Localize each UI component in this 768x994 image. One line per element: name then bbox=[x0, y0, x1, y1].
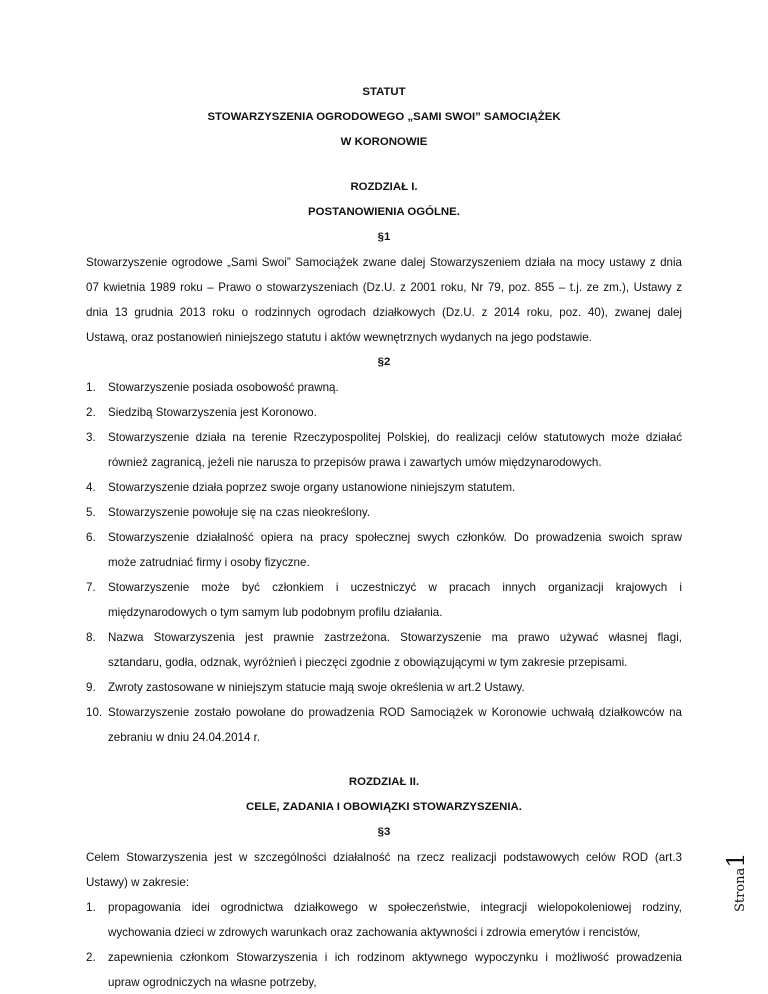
paragraph-1-line: dnia 13 grudnia 2013 roku o rodzinnych ogrodach działkowych (Dz.U. z 2014 roku, poz. 40), zwanej dalej bbox=[86, 306, 682, 319]
paragraph-1-line: Stowarzyszenie ogrodowe „Sami Swoi” Samociążek zwane dalej Stowarzyszeniem działa na mocy ustawy z dnia bbox=[86, 256, 682, 269]
paragraph-3-intro-line: Celem Stowarzyszenia jest w szczególności działalność na rzecz realizacji podstawowych celów ROD (art.3 bbox=[86, 851, 682, 864]
list-item-text: również zagranicą, jeżeli nie narusza to przepisów prawa i zawartych umów międzynarodowych. bbox=[108, 456, 602, 469]
list-item-number: 1. bbox=[86, 381, 96, 394]
paragraph-2-sign: §2 bbox=[377, 356, 391, 368]
chapter-1-subtitle: POSTANOWIENIA OGÓLNE. bbox=[308, 206, 460, 218]
paragraph-1-line: Ustawą, oraz postanowień niniejszego statutu i aktów wewnętrznych wydanych na jego podstawie. bbox=[86, 331, 592, 344]
paragraph-1-sign: §1 bbox=[377, 231, 391, 243]
list-item-number: 8. bbox=[86, 631, 96, 644]
list-item-number: 2. bbox=[86, 406, 96, 419]
title-location: W KORONOWIE bbox=[340, 136, 428, 148]
list-item-text: Stowarzyszenie zostało powołane do prowadzenia ROD Samociążek w Koronowie uchwałą działkowców na bbox=[108, 706, 682, 719]
paragraph-3-sign: §3 bbox=[377, 826, 391, 838]
list-item-text: Stowarzyszenie posiada osobowość prawną. bbox=[108, 381, 339, 394]
list-item-text: Stowarzyszenie może być członkiem i uczestniczyć w pracach innych organizacji krajowych i bbox=[108, 581, 682, 594]
title-statut: STATUT bbox=[362, 86, 406, 98]
list-item-text: międzynarodowych o tym samym lub podobnym profilu działania. bbox=[108, 606, 443, 619]
list-item-text: upraw ogrodniczych na własne potrzeby, bbox=[108, 976, 317, 989]
list-item-number: 1. bbox=[86, 901, 96, 914]
title-association-name: STOWARZYSZENIA OGRODOWEGO „SAMI SWOI” SAMOCIĄŻEK bbox=[207, 111, 561, 123]
list-item-text: zebraniu w dniu 24.04.2014 r. bbox=[108, 731, 261, 744]
chapter-2-subtitle: CELE, ZADANIA I OBOWIĄZKI STOWARZYSZENIA. bbox=[246, 801, 522, 813]
list-item-text: wychowania dzieci w zdrowych warunkach oraz zachowania aktywności i zdrowia emerytów i rencistów, bbox=[108, 926, 641, 939]
list-item-text: Nazwa Stowarzyszenia jest prawnie zastrzeżona. Stowarzyszenie ma prawo używać własnej flagi, bbox=[108, 631, 682, 644]
list-item-text: zapewnienia członkom Stowarzyszenia i ich rodzinom aktywnego wypoczynku i możliwość prowadzenia bbox=[108, 951, 682, 964]
list-item-number: 7. bbox=[86, 581, 96, 594]
list-item-text: propagowania idei ogrodnictwa działkowego w społeczeństwie, integracji wielopokoleniowej rodziny, bbox=[108, 901, 682, 914]
list-item-number: 9. bbox=[86, 681, 96, 694]
list-item-text: Siedzibą Stowarzyszenia jest Koronowo. bbox=[108, 406, 317, 419]
chapter-2-title: ROZDZIAŁ II. bbox=[348, 776, 420, 788]
page-number-footer bbox=[722, 842, 750, 912]
list-item-number: 10. bbox=[86, 706, 103, 719]
list-item-text: Stowarzyszenie działalność opiera na pracy społecznej swych członków. Do prowadzenia swoich spraw bbox=[108, 531, 682, 544]
page-label: Strona bbox=[733, 867, 748, 912]
paragraph-3-intro-line: Ustawy) w zakresie: bbox=[86, 876, 190, 889]
paragraph-1-line: 07 kwietnia 1989 roku – Prawo o stowarzyszeniach (Dz.U. z 2001 roku, Nr 79, poz. 855 – t.j. ze zm.), Ustawy z bbox=[86, 281, 682, 294]
list-item-number: 3. bbox=[86, 431, 96, 444]
list-item-number: 4. bbox=[86, 481, 96, 494]
list-item-text: Zwroty zastosowane w niniejszym statucie mają swoje określenia w art.2 Ustawy. bbox=[108, 681, 525, 694]
list-item-number: 5. bbox=[86, 506, 96, 519]
page-number: 1 bbox=[722, 852, 750, 868]
list-item-text: sztandaru, godła, odznak, wyróżnień i pieczęci zgodnie z obowiązującymi w tym zakresie przepisami. bbox=[108, 656, 628, 669]
list-item-text: Stowarzyszenie działa na terenie Rzeczypospolitej Polskiej, do realizacji celów statutowych może działać bbox=[108, 431, 682, 444]
list-item-number: 2. bbox=[86, 951, 96, 964]
list-item-text: może zatrudniać firmy i osoby fizyczne. bbox=[108, 556, 310, 569]
list-item-text: Stowarzyszenie powołuje się na czas nieokreślony. bbox=[108, 506, 371, 519]
list-item-text: Stowarzyszenie działa poprzez swoje organy ustanowione niniejszym statutem. bbox=[108, 481, 516, 494]
chapter-1-title: ROZDZIAŁ I. bbox=[350, 181, 418, 193]
list-item-number: 6. bbox=[86, 531, 96, 544]
